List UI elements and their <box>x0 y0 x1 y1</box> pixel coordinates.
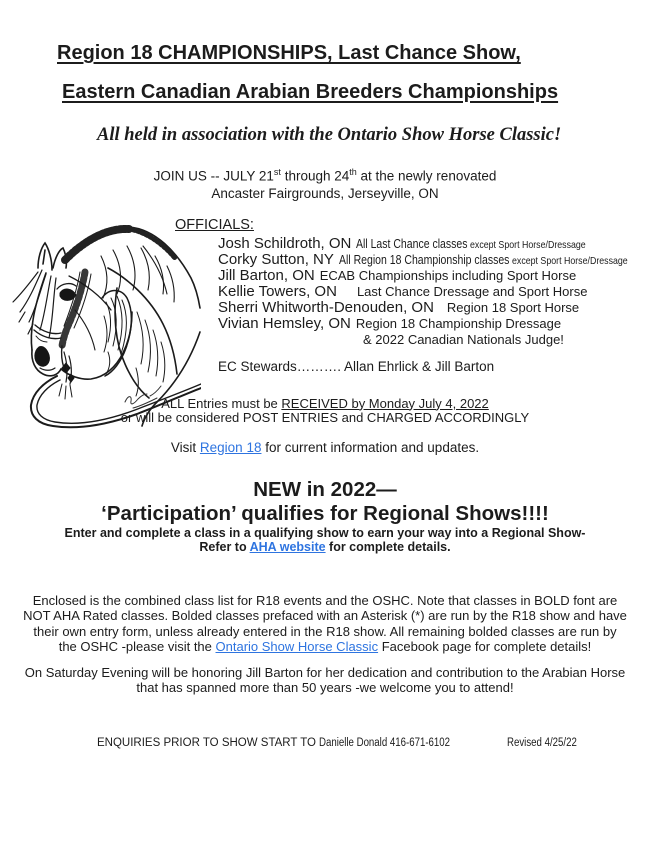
official-row <box>218 316 650 332</box>
judge-role: All Region 18 Championship classes <box>338 252 510 267</box>
judge-role: Region 18 Championship Dressage <box>355 315 562 331</box>
class-list-paragraph: Enclosed is the combined class list for R18 events and the OSHC. Note that classes in BOLD font are NOT AHA Rated classes. Bolded classes prefaced with an Asterisk (*) are run by the R18 show and have their own entry form, unless already entered in the R18 show. All remaining bolded classes are run by the OSHC -please visit the Ontario Show Horse Classic Facebook page for complete details! <box>23 592 627 654</box>
judge-name: Jill Barton, ON <box>218 266 315 284</box>
arabian-horse-head-icon <box>5 216 201 432</box>
new-2022-heading-line1: NEW in 2022— <box>253 477 397 501</box>
enquiries-line: ENQUIRIES PRIOR TO SHOW START TO Danielle Donald 416-671-6102 <box>97 736 451 749</box>
page-title-line1: Region 18 CHAMPIONSHIPS, Last Chance Show, <box>57 42 521 64</box>
deadline-underlined: RECEIVED by Monday July 4, 2022 <box>281 395 489 411</box>
join-us-line2: Ancaster Fairgrounds, Jerseyville, ON <box>211 185 439 201</box>
new-2022-sub-line2: Refer to AHA website for complete details. <box>199 539 451 554</box>
judge-note: except Sport Horse/Dressage <box>511 254 628 267</box>
judge-name: Josh Schildroth, ON <box>218 234 352 252</box>
officials-list <box>218 236 650 348</box>
judge-role: Region 18 Sport Horse <box>446 299 580 315</box>
tagline: All held in association with the Ontario Show Horse Classic! <box>97 125 562 145</box>
official-row <box>218 236 650 252</box>
judge-name: Sherri Whitworth-Denouden, ON <box>218 298 434 316</box>
join-us-line1: JOIN US -- JULY 21st through 24th at the newly renovated <box>153 167 497 184</box>
judge-name: Vivian Hemsley, ON <box>218 314 351 332</box>
contact-info: Danielle Donald 416-671-6102 <box>319 736 451 749</box>
footer <box>0 737 650 752</box>
new-2022-heading-line2: ‘Participation’ qualifies for Regional Shows!!!! <box>101 501 549 525</box>
official-row <box>218 252 650 268</box>
official-row <box>218 268 650 284</box>
entries-line2: or will be considered POST ENTRIES and CHARGED ACCORDINGLY <box>120 410 530 425</box>
superscript-st: st <box>273 167 281 177</box>
officials-heading: OFFICIALS: <box>175 216 254 233</box>
judge-name: Kellie Towers, ON <box>218 282 337 300</box>
join-us-block <box>0 164 650 202</box>
revised-date: Revised 4/25/22 <box>507 736 577 749</box>
judge-name: Corky Sutton, NY <box>218 250 334 268</box>
official-row <box>218 300 650 316</box>
superscript-th: th <box>349 167 357 177</box>
stewards-line: EC Stewards………. Allan Ehrlick & Jill Barton <box>218 358 495 374</box>
region-18-link[interactable]: Region 18 <box>199 439 262 455</box>
page-title-line2: Eastern Canadian Arabian Breeders Championships <box>62 81 559 103</box>
horse-sketch-image <box>5 216 201 432</box>
judge-role: All Last Chance classes <box>356 236 468 251</box>
judge-role: Last Chance Dressage and Sport Horse <box>356 283 588 299</box>
judge-note: except Sport Horse/Dressage <box>470 238 586 251</box>
entries-line1: ALL Entries must be RECEIVED by Monday July 4, 2022 <box>161 395 489 411</box>
official-row <box>218 284 650 300</box>
aha-website-link[interactable]: AHA website <box>249 539 326 554</box>
judge-role-continued: & 2022 Canadian Nationals Judge! <box>363 331 564 347</box>
jill-barton-honor-paragraph: On Saturday Evening will be honoring Jill Barton for her dedication and contribution to the Arabian Horse that has spanned more than 50 years -we welcome you to attend! <box>24 664 626 695</box>
new-2022-sub-line1: Enter and complete a class in a qualifying show to earn your way into a Regional Show- <box>64 525 586 540</box>
visit-line: Visit Region 18 for current information and updates. <box>170 439 480 455</box>
ontario-show-horse-classic-link[interactable]: Ontario Show Horse Classic <box>215 639 379 654</box>
judge-role: ECAB Championships including Sport Horse <box>319 267 577 283</box>
